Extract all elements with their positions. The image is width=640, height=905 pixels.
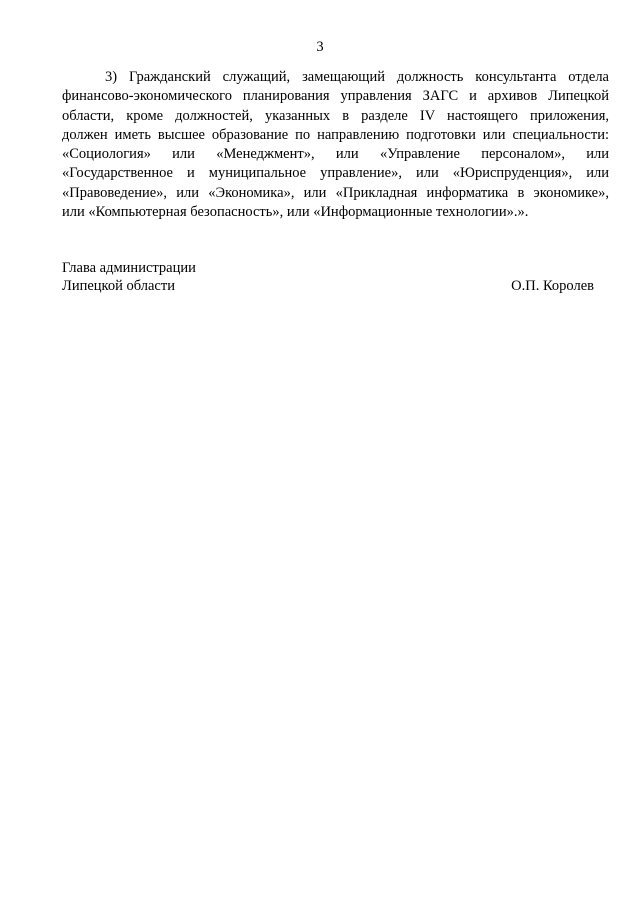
paragraph-line: финансово-экономического планирования управления ЗАГС и архивов Липецкой [62,88,609,105]
paragraph-line: области, кроме должностей, указанных в разделе IV настоящего приложения, [62,107,609,124]
paragraph-line: должен иметь высшее образование по направлению подготовки или специальности: [62,126,609,143]
paragraph-line: «Правоведение», или «Экономика», или «Прикладная информатика в экономике», [62,184,609,201]
paragraph-line: «Социология» или «Менеджмент», или «Управление персоналом», или [62,146,609,163]
signature-name-row [62,277,594,295]
signature-block [62,259,594,295]
body-paragraph [62,68,609,222]
signatory-region: Липецкой области [62,278,175,294]
paragraph-line: или «Компьютерная безопасность», или «Информационные технологии».». [62,204,529,221]
paragraph-line: «Государственное и муниципальное управление», или «Юриспруденция», или [62,165,609,182]
page-number: 3 [316,39,324,55]
paragraph-line: 3) Гражданский служащий, замещающий должность консультанта отдела [105,69,609,85]
signatory-name: О.П. Королев [511,278,594,294]
signatory-position: Глава администрации [62,260,196,276]
paragraph-3 [62,68,609,222]
signature-title-row [62,259,594,277]
